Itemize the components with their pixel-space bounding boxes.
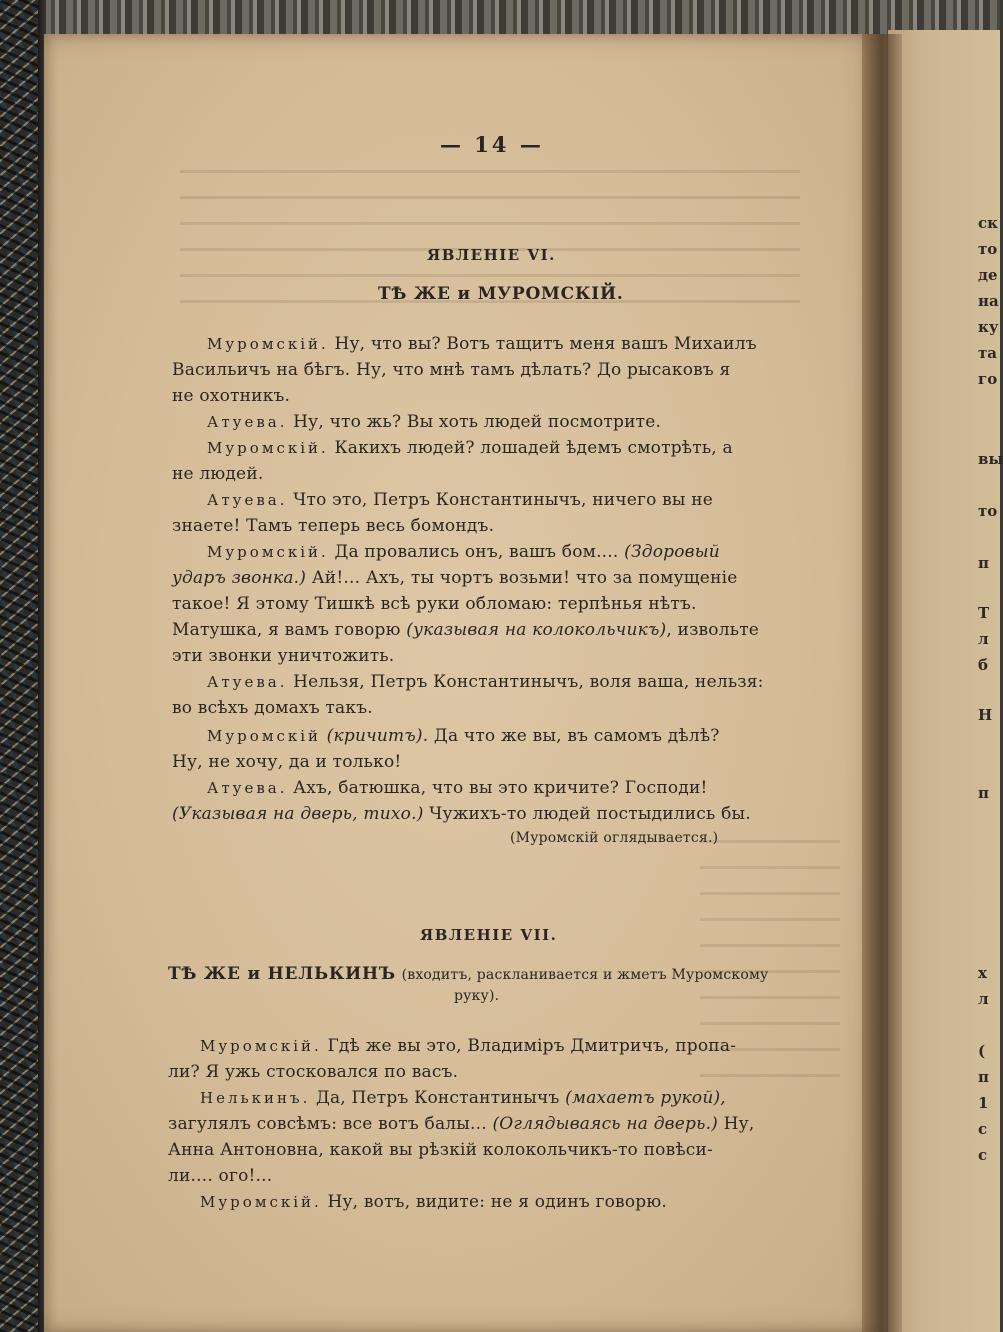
line-text: Да, Петръ Константинычъ bbox=[315, 1088, 560, 1108]
text-line: не людей. bbox=[172, 464, 264, 484]
speaker: Атуева. bbox=[207, 413, 288, 431]
stage-direction: (указывая на колокольчикъ) bbox=[406, 620, 667, 640]
right-page-fragment: л bbox=[978, 990, 989, 1008]
line-text: Ну, что жь? Вы хоть людей посмотрите. bbox=[293, 412, 662, 432]
text-line bbox=[207, 542, 720, 562]
text-line bbox=[172, 620, 759, 640]
right-page-fragment: б bbox=[978, 656, 989, 674]
line-text: , извольте bbox=[666, 620, 760, 640]
text-line bbox=[207, 438, 733, 458]
stage-direction: (махаетъ рукой), bbox=[565, 1088, 726, 1108]
speaker: Муромскій bbox=[207, 727, 322, 745]
speaker: Муромскій. bbox=[207, 439, 329, 457]
right-page-fragment: с bbox=[978, 1146, 988, 1164]
right-page-fragment: п bbox=[978, 784, 989, 802]
right-page-fragment: л bbox=[978, 630, 989, 648]
line-text: Какихъ людей? лошадей ѣдемъ смотрѣть, а bbox=[334, 438, 733, 458]
speaker: Муромскій. bbox=[207, 543, 329, 561]
text-line bbox=[207, 334, 757, 354]
right-page-fragment: вы bbox=[978, 450, 1003, 468]
stage-direction: ударъ звонка.) bbox=[172, 568, 307, 588]
stage-direction: (Здоровый bbox=[624, 542, 720, 562]
speaker: Муромскій. bbox=[200, 1037, 322, 1055]
stage-direction-end: руку). bbox=[454, 988, 500, 1004]
text-line: Ну, не хочу, да и только! bbox=[172, 752, 402, 772]
text-line bbox=[172, 568, 738, 588]
text-line: не охотникъ. bbox=[172, 386, 291, 406]
speaker: Атуева. bbox=[207, 673, 288, 691]
scene-6-characters: ТѢ ЖЕ и МУРОМСКІЙ. bbox=[378, 284, 624, 304]
line-text: Гдѣ же вы это, Владиміръ Дмитричъ, пропа- bbox=[327, 1036, 737, 1056]
line-text: Ну, bbox=[723, 1114, 755, 1134]
speaker: Атуева. bbox=[207, 779, 288, 797]
scene-7-heading: ЯВЛЕНІЕ VII. bbox=[420, 926, 558, 944]
speaker: Атуева. bbox=[207, 491, 288, 509]
text-line bbox=[207, 490, 713, 510]
right-page-fragment: на bbox=[978, 292, 999, 310]
right-page-fragment: п bbox=[978, 554, 989, 572]
text-line: ли.... ого!... bbox=[168, 1166, 273, 1186]
right-page-fragment: Т bbox=[978, 604, 990, 622]
right-page-fragment: го bbox=[978, 370, 998, 388]
text-line: знаете! Тамъ теперь весь бомондъ. bbox=[172, 516, 495, 536]
text-line bbox=[168, 1114, 754, 1134]
gutter bbox=[862, 34, 902, 1332]
speaker: Муромскій. bbox=[207, 335, 329, 353]
text-line bbox=[200, 1036, 736, 1056]
line-text: загулялъ совсѣмъ: все вотъ балы... bbox=[168, 1114, 487, 1134]
right-page-fragment: то bbox=[978, 240, 998, 258]
right-page-fragment: де bbox=[978, 266, 998, 284]
right-page-fragment: ск bbox=[978, 214, 998, 232]
text-line bbox=[207, 726, 720, 746]
line-text: Ахъ, батюшка, что вы это кричите? Господи! bbox=[293, 778, 708, 798]
right-page-fragment: Н bbox=[978, 706, 993, 724]
text-line: Анна Антоновна, какой вы рѣзкій колокольчикъ-то повѣси- bbox=[168, 1140, 713, 1160]
text-line bbox=[200, 1192, 667, 1212]
line-text: Да провались онъ, вашъ бом.... bbox=[334, 542, 619, 562]
right-page-fragment: п bbox=[978, 1068, 989, 1086]
text-line bbox=[200, 1088, 726, 1108]
text-line: Васильичъ на бѣгъ. Ну, что мнѣ тамъ дѣлать? До рысаковъ я bbox=[172, 360, 731, 380]
line-text: Ну, вотъ, видите: не я одинъ говорю. bbox=[327, 1192, 667, 1212]
scene-7-characters bbox=[168, 964, 769, 984]
stage-direction: (Муромскій оглядывается.) bbox=[510, 830, 719, 846]
speaker: Нелькинъ. bbox=[200, 1089, 311, 1107]
characters: ТѢ ЖЕ и НЕЛЬКИНЪ bbox=[168, 964, 396, 984]
stage-direction: (Указывая на дверь, тихо.) bbox=[172, 804, 424, 824]
text-line: во всѣхъ домахъ такъ. bbox=[172, 698, 373, 718]
right-page-fragment: ку bbox=[978, 318, 999, 336]
stage-direction: (входитъ, раскланивается и жметъ Муромскому bbox=[401, 967, 769, 983]
line-text: Ай!... Ахъ, ты чортъ возьми! что за помущеніе bbox=[311, 568, 738, 588]
text-line bbox=[172, 804, 751, 824]
scene-6-heading: ЯВЛЕНІЕ VI. bbox=[427, 246, 556, 264]
text-line bbox=[207, 412, 661, 432]
text-line: ли? Я ужь стосковался по васъ. bbox=[168, 1062, 459, 1082]
text-line bbox=[207, 778, 708, 798]
speaker: Муромскій. bbox=[200, 1193, 322, 1211]
text-line: такое! Я этому Тишкѣ всѣ руки обломаю: терпѣнья нѣтъ. bbox=[172, 594, 697, 614]
text-line: эти звонки уничтожить. bbox=[172, 646, 395, 666]
right-page-fragment: ( bbox=[978, 1042, 986, 1060]
right-page-fragment: 1 bbox=[978, 1094, 989, 1112]
right-page-fragment: та bbox=[978, 344, 998, 362]
line-text: Чужихъ-то людей постыдились бы. bbox=[429, 804, 751, 824]
line-text: Матушка, я вамъ говорю bbox=[172, 620, 401, 640]
text-line bbox=[207, 672, 764, 692]
line-text: Что это, Петръ Константинычъ, ничего вы не bbox=[293, 490, 714, 510]
right-page-fragment: то bbox=[978, 502, 998, 520]
line-text: Да что же вы, въ самомъ дѣлѣ? bbox=[433, 726, 720, 746]
line-text: Нельзя, Петръ Константинычъ, воля ваша, нельзя: bbox=[293, 672, 764, 692]
right-page-fragment: с bbox=[978, 1120, 988, 1138]
page-number: — 14 — bbox=[440, 132, 544, 157]
stage-direction: (кричитъ). bbox=[326, 726, 429, 746]
line-text: Ну, что вы? Вотъ тащитъ меня вашъ Михаилъ bbox=[334, 334, 757, 354]
stage-direction: (Оглядываясь на дверь.) bbox=[492, 1114, 719, 1134]
right-page-fragment: х bbox=[978, 964, 987, 982]
